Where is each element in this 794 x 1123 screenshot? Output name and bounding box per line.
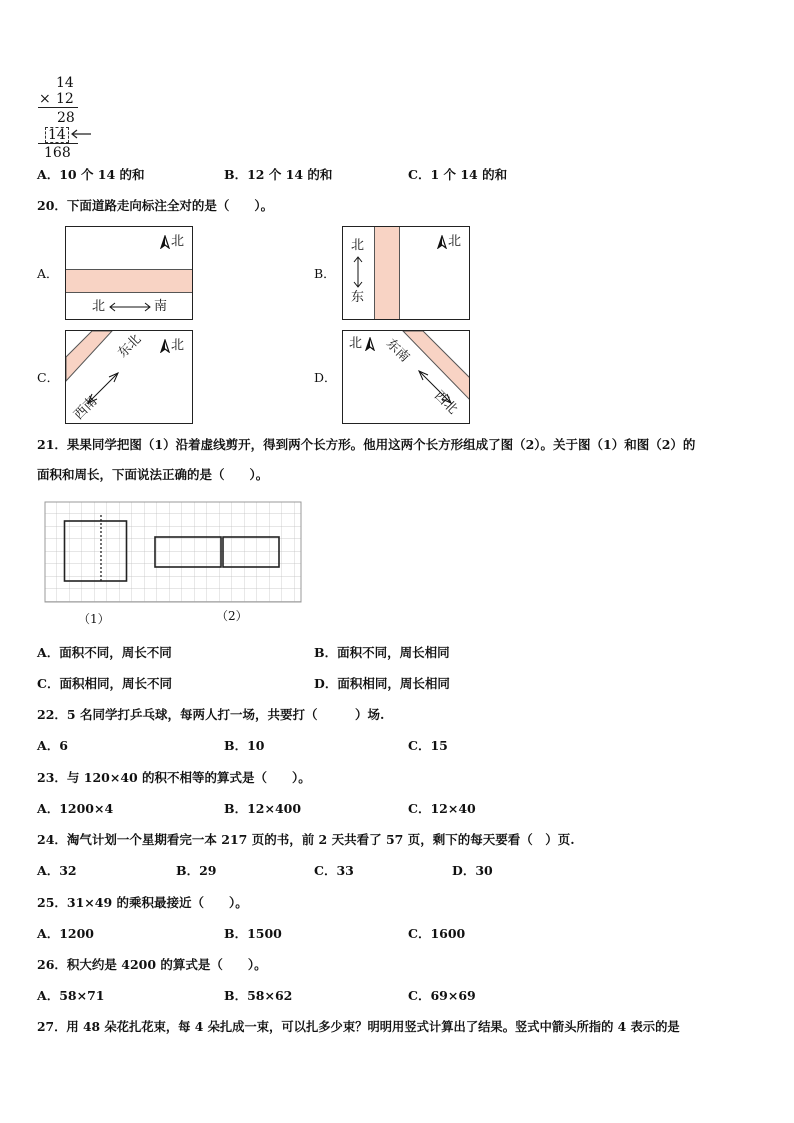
q24-option-d[interactable]: D．30 bbox=[452, 863, 493, 878]
q20-figure-b[interactable] bbox=[342, 226, 470, 320]
q25-stem: 25．31×49 的乘积最接近（ ）。 bbox=[37, 895, 248, 910]
north-mark: 北 bbox=[349, 336, 363, 351]
direction-label: 北 bbox=[92, 299, 106, 314]
calc-partial-2-boxed: 14 bbox=[45, 127, 69, 143]
north-mark: 北 bbox=[448, 234, 462, 249]
north-mark: 北 bbox=[171, 234, 185, 249]
figure-1-caption: （1） bbox=[78, 612, 110, 626]
q22-option-b[interactable]: B．10 bbox=[224, 738, 265, 753]
q19-option-a[interactable]: A．10 个 14 的和 bbox=[37, 167, 145, 182]
q24-option-a[interactable]: A．32 bbox=[37, 863, 77, 878]
north-arrow-icon bbox=[365, 337, 375, 351]
q21-stem-line1: 21．果果同学把图（1）沿着虚线剪开，得到两个长方形。他用这两个长方形组成了图（2）。关于图（1）和图（2）的 bbox=[37, 437, 696, 452]
q21-option-b[interactable]: B．面积不同，周长相同 bbox=[314, 645, 450, 660]
q20-option-c-letter[interactable]: C． bbox=[37, 370, 60, 385]
q19-option-b[interactable]: B．12 个 14 的和 bbox=[224, 167, 333, 182]
q21-option-a[interactable]: A．面积不同，周长不同 bbox=[37, 645, 172, 660]
calc-line-2 bbox=[38, 143, 78, 144]
direction-label: 东北 bbox=[115, 331, 145, 361]
q20-option-b-letter[interactable]: B． bbox=[314, 266, 336, 281]
q24-stem: 24．淘气计划一个星期看完一本 217 页的书，前 2 天共看了 57 页，剩下的每天要看（ ）页. bbox=[37, 832, 575, 847]
q25-option-b[interactable]: B．1500 bbox=[224, 926, 282, 941]
calc-line-1 bbox=[38, 107, 78, 108]
q25-option-c[interactable]: C．1600 bbox=[408, 926, 466, 941]
q26-option-a[interactable]: A．58×71 bbox=[37, 988, 105, 1003]
q20-figure-d[interactable] bbox=[342, 330, 470, 424]
q22-stem: 22．5 名同学打乒乓球，每两人打一场，共要打（ ）场. bbox=[37, 707, 385, 722]
north-arrow-icon bbox=[160, 339, 170, 353]
q26-option-c[interactable]: C．69×69 bbox=[408, 988, 476, 1003]
q20-figure-a[interactable] bbox=[65, 226, 193, 320]
north-mark: 北 bbox=[171, 338, 185, 353]
q25-option-a[interactable]: A．1200 bbox=[37, 926, 94, 941]
q21-option-d[interactable]: D．面积相同，周长相同 bbox=[314, 676, 450, 691]
double-arrow-icon bbox=[352, 255, 364, 289]
q22-option-c[interactable]: C．15 bbox=[408, 738, 448, 753]
q19-option-c[interactable]: C．1 个 14 的和 bbox=[408, 167, 508, 182]
figure-2-caption: （2） bbox=[216, 609, 248, 623]
calc-multiplier: 12 bbox=[56, 91, 74, 107]
calc-partial-1: 28 bbox=[57, 110, 75, 126]
q27-stem: 27．用 48 朵花扎花束，每 4 朵扎成一束，可以扎多少束？明明用竖式计算出了结果。竖式中箭头所指的 4 表示的是 bbox=[37, 1019, 680, 1034]
road bbox=[374, 227, 400, 320]
north-arrow-icon bbox=[160, 235, 170, 249]
q22-option-a[interactable]: A．6 bbox=[37, 738, 68, 753]
q20-option-d-letter[interactable]: D． bbox=[314, 370, 337, 385]
q26-option-b[interactable]: B．58×62 bbox=[224, 988, 293, 1003]
north-arrow-icon bbox=[437, 235, 447, 249]
direction-label: 北 bbox=[351, 238, 365, 253]
q23-option-b[interactable]: B．12×400 bbox=[224, 801, 302, 816]
calc-operator: × bbox=[39, 91, 51, 107]
q26-stem: 26．积大约是 4200 的算式是（ ）。 bbox=[37, 957, 267, 972]
road bbox=[66, 269, 193, 293]
q20-figure-c[interactable] bbox=[65, 330, 193, 424]
q20-option-a-letter[interactable]: A． bbox=[37, 266, 59, 281]
calc-result: 168 bbox=[44, 145, 71, 161]
q23-option-c[interactable]: C．12×40 bbox=[408, 801, 476, 816]
q23-stem: 23．与 120×40 的积不相等的算式是（ ）。 bbox=[37, 770, 311, 785]
direction-label: 西北 bbox=[431, 388, 461, 418]
direction-label: 东南 bbox=[383, 336, 413, 366]
q24-option-b[interactable]: B．29 bbox=[176, 863, 217, 878]
q23-option-a[interactable]: A．1200×4 bbox=[37, 801, 114, 816]
calc-multiplicand: 14 bbox=[56, 75, 74, 91]
direction-label: 东 bbox=[351, 290, 365, 305]
grid-paper bbox=[44, 501, 302, 603]
q21-option-c[interactable]: C．面积相同，周长不同 bbox=[37, 676, 172, 691]
double-arrow-icon bbox=[108, 301, 152, 313]
arrow-left-icon bbox=[70, 128, 92, 140]
direction-label: 西南 bbox=[71, 393, 101, 423]
q24-option-c[interactable]: C．33 bbox=[314, 863, 354, 878]
q21-stem-line2: 面积和周长，下面说法正确的是（ ）。 bbox=[37, 467, 269, 482]
direction-label: 南 bbox=[154, 299, 168, 314]
q20-stem: 20．下面道路走向标注全对的是（ ）。 bbox=[37, 198, 274, 213]
